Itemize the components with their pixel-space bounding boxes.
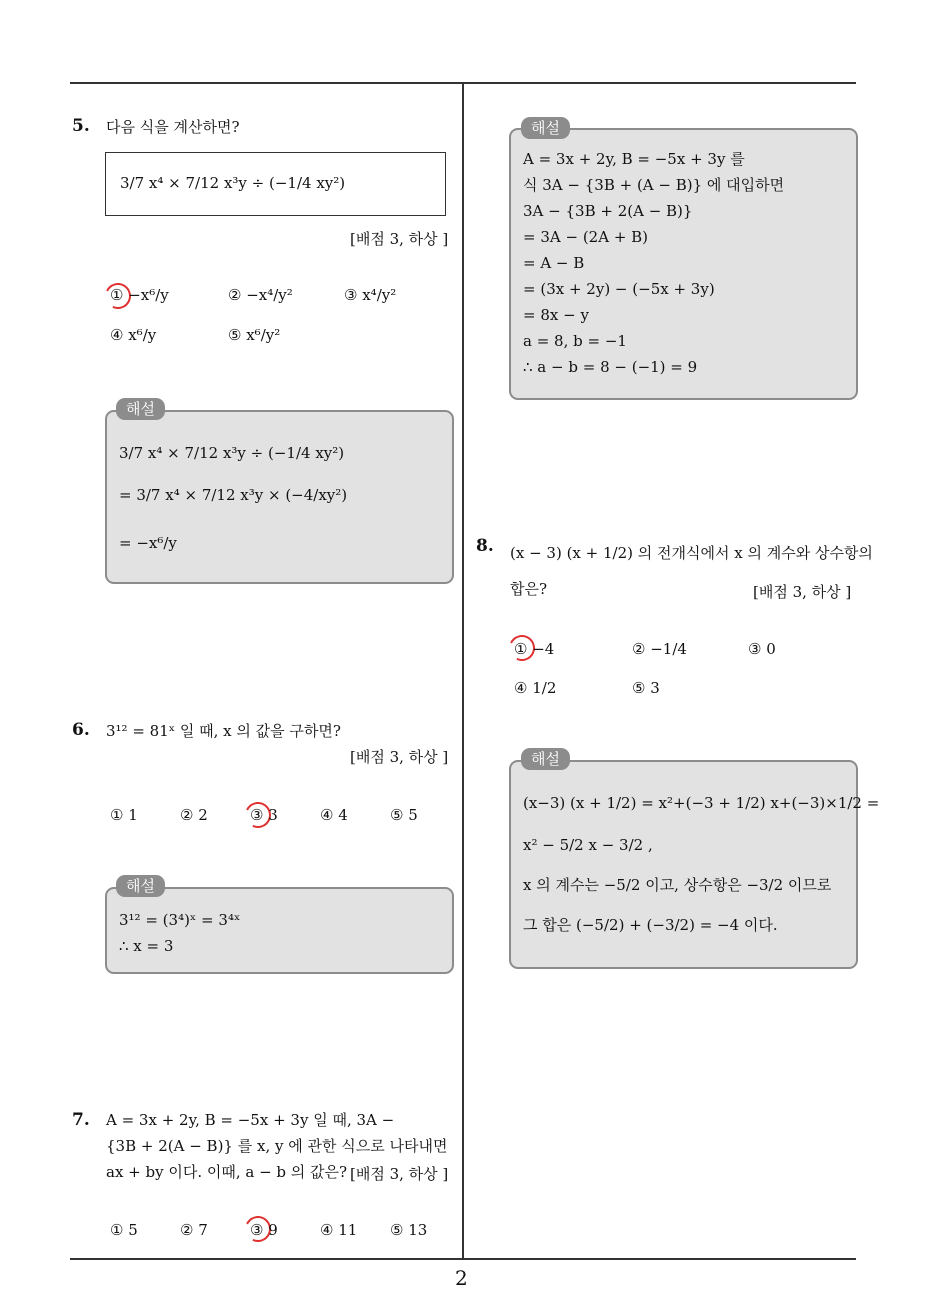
q5-solution-line: 3/7 x⁴ × 7/12 x³y ÷ (−1/4 xy²) — [119, 444, 345, 462]
q8-prompt-line: 합은? — [510, 580, 548, 598]
q5-choice-4[interactable]: ④ x⁶/y — [110, 326, 157, 344]
q8-solution-box — [509, 760, 880, 969]
q7-solution-line: 식 3A − {3B + (A − B)} 에 대입하면 — [523, 176, 785, 194]
q6-score: [배점 3, 하상 ] — [350, 748, 449, 766]
q6-choice-1[interactable]: ① 1 — [110, 806, 138, 824]
q5-expression-box — [105, 152, 446, 216]
q7-solution-line: a = 8, b = −1 — [523, 332, 627, 350]
q8-choice-3[interactable]: ③ 0 — [748, 640, 776, 658]
q7-prompt-line: ax + by 이다. 이때, a − b 의 값은? — [106, 1163, 348, 1181]
q5-choice-3[interactable]: ③ x⁴/y² — [344, 286, 397, 304]
q6-choice-2[interactable]: ② 2 — [180, 806, 208, 824]
q8-choice-2[interactable]: ② −1/4 — [632, 640, 687, 658]
q8-choice-1[interactable]: ① −4 — [514, 640, 555, 658]
q8-choice-4[interactable]: ④ 1/2 — [514, 679, 557, 697]
q6-solution-line: ∴ x = 3 — [119, 937, 174, 955]
q5-solution-box — [105, 410, 454, 584]
q7-solution-line: = 3A − (2A + B) — [523, 228, 649, 246]
q8-number: 8. — [476, 536, 494, 556]
q7-solution-line: = 8x − y — [523, 306, 589, 324]
q7-choice-4[interactable]: ④ 11 — [320, 1221, 358, 1239]
q5-prompt: 다음 식을 계산하면? — [106, 118, 240, 136]
q8-solution-line: x² − 5/2 x − 3/2 , — [523, 836, 653, 854]
q7-score: [배점 3, 하상 ] — [350, 1165, 449, 1183]
q7-solution-line: A = 3x + 2y, B = −5x + 3y 를 — [523, 150, 745, 168]
column-divider — [462, 84, 464, 1260]
q7-prompt-line: A = 3x + 2y, B = −5x + 3y 일 때, 3A − — [106, 1111, 395, 1129]
q7-solution-line: = (3x + 2y) − (−5x + 3y) — [523, 280, 715, 298]
q5-choice-2[interactable]: ② −x⁴/y² — [228, 286, 293, 304]
q6-number: 6. — [72, 720, 90, 740]
q7-solution-line: 3A − {3B + 2(A − B)} — [523, 202, 693, 220]
q6-choice-5[interactable]: ⑤ 5 — [390, 806, 418, 824]
q8-solution-tag: 해설 — [521, 748, 570, 770]
q6-solution-tag: 해설 — [116, 875, 165, 897]
q5-solution-line: = 3/7 x⁴ × 7/12 x³y × (−4/xy²) — [119, 486, 348, 504]
q5-solution-tag: 해설 — [116, 398, 165, 420]
q7-solution-line: = A − B — [523, 254, 585, 272]
q8-solution-line: (x−3) (x + 1/2) = x²+(−3 + 1/2) x+(−3)×1/2 = — [523, 794, 880, 812]
q6-choice-4[interactable]: ④ 4 — [320, 806, 348, 824]
q7-choice-2[interactable]: ② 7 — [180, 1221, 208, 1239]
q7-choice-5[interactable]: ⑤ 13 — [390, 1221, 428, 1239]
q8-choice-5[interactable]: ⑤ 3 — [632, 679, 660, 697]
q7-solution-box — [509, 128, 858, 400]
page-number: 2 — [455, 1266, 468, 1290]
q5-choice-5[interactable]: ⑤ x⁶/y² — [228, 326, 281, 344]
q8-score: [배점 3, 하상 ] — [753, 583, 852, 601]
bottom-rule — [70, 1258, 856, 1260]
q8-solution-line: x 의 계수는 −5/2 이고, 상수항은 −3/2 이므로 — [523, 876, 832, 894]
q7-solution-tag: 해설 — [521, 117, 570, 139]
q5-score: [배점 3, 하상 ] — [350, 230, 449, 248]
q5-solution-line: = −x⁶/y — [119, 534, 177, 552]
q7-solution-line: ∴ a − b = 8 − (−1) = 9 — [523, 358, 698, 376]
q7-choice-3[interactable]: ③ 9 — [250, 1221, 278, 1239]
q7-prompt-line: {3B + 2(A − B)} 를 x, y 에 관한 식으로 나타내면 — [106, 1137, 448, 1155]
q6-choice-3[interactable]: ③ 3 — [250, 806, 278, 824]
q7-number: 7. — [72, 1110, 90, 1130]
q6-solution-box — [105, 887, 454, 974]
q5-expression: 3/7 x⁴ × 7/12 x³y ÷ (−1/4 xy²) — [120, 174, 346, 192]
q5-number: 5. — [72, 116, 90, 136]
q8-prompt-line: (x − 3) (x + 1/2) 의 전개식에서 x 의 계수와 상수항의 — [510, 544, 873, 562]
q5-choice-1[interactable]: ① −x⁶/y — [110, 286, 169, 304]
q6-prompt: 3¹² = 81ˣ 일 때, x 의 값을 구하면? — [106, 722, 341, 740]
q6-solution-line: 3¹² = (3⁴)ˣ = 3⁴ˣ — [119, 911, 241, 929]
q8-solution-line: 그 합은 (−5/2) + (−3/2) = −4 이다. — [523, 916, 778, 934]
q7-choice-1[interactable]: ① 5 — [110, 1221, 138, 1239]
